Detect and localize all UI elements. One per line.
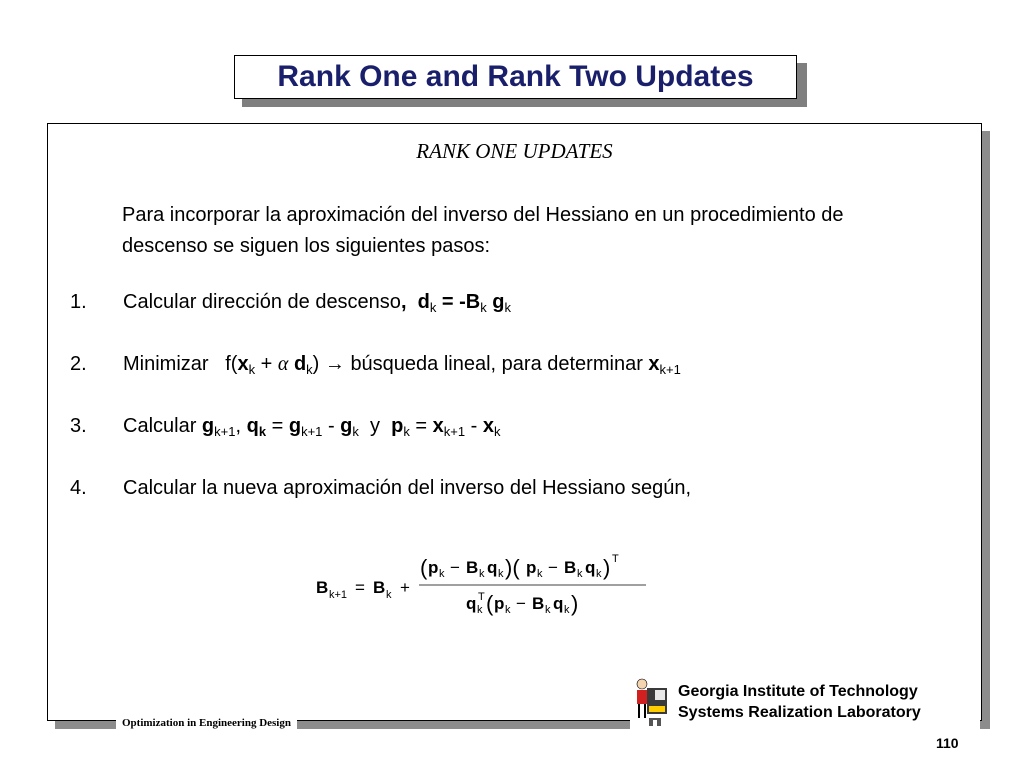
svg-text:k: k — [537, 568, 543, 580]
svg-text:(: ( — [420, 555, 428, 580]
svg-text:B: B — [564, 558, 577, 577]
step-2: 2. Minimizar $f(x_k + \alpha$ $d_k$) → búsqueda lineal, para determinar $x_{k+1}$ — [70, 353, 681, 377]
step-1: 1. Calcular dirección de descenso, $d_k = -B_k$ $g_k$ — [70, 291, 512, 315]
svg-text:−: − — [516, 594, 526, 613]
step-text: Minimizar — [123, 353, 209, 375]
svg-text:)(: )( — [505, 555, 520, 580]
rank-one-update-formula — [316, 551, 656, 621]
slide-title: Rank One and Rank Two Updates — [277, 60, 754, 93]
intro-paragraph: Para incorporar la aproximación del inverso del Hessiano en un procedimiento de descenso se siguen los siguientes pasos: — [122, 204, 844, 257]
svg-text:(: ( — [486, 591, 494, 616]
svg-text:q: q — [553, 594, 564, 613]
svg-text:k: k — [479, 568, 485, 580]
step-3: 3. Calcular $g_{k+1}$, $q_k = g_{k+1} - g_k$ y $p_k = x_{k+1} - x_k$ — [70, 415, 501, 439]
step-number: 1. — [70, 291, 87, 313]
svg-text:k: k — [498, 568, 504, 580]
svg-text:): ) — [603, 555, 611, 580]
svg-text:T: T — [612, 553, 619, 565]
svg-text:T: T — [478, 591, 485, 603]
institution-logo-block — [630, 672, 980, 730]
svg-text:−: − — [450, 558, 460, 577]
step-4 — [70, 477, 691, 500]
srl-logo-icon — [633, 674, 673, 728]
content-box — [47, 123, 982, 721]
step-text: Calcular la nueva aproximación del inverso del Hessiano según, — [123, 477, 692, 499]
arrow-right-icon: → — [324, 353, 345, 375]
svg-text:k: k — [577, 568, 583, 580]
svg-text:): ) — [571, 591, 579, 616]
course-footer: Optimization in Engineering Design — [116, 717, 297, 729]
svg-text:B: B — [316, 578, 329, 597]
step-number: 2. — [70, 353, 87, 375]
svg-text:q: q — [585, 558, 596, 577]
svg-text:p: p — [494, 594, 505, 613]
svg-text:B: B — [373, 578, 386, 597]
step-number: 3. — [70, 415, 87, 437]
step-text: Calcular — [123, 415, 197, 437]
svg-text:k: k — [596, 568, 602, 580]
svg-text:B: B — [466, 558, 479, 577]
page-number: 110 — [936, 735, 959, 751]
section-heading: RANK ONE UPDATES — [416, 139, 613, 163]
svg-text:k: k — [564, 604, 570, 616]
step-number: 4. — [70, 477, 87, 499]
step-text: Calcular dirección de descenso — [123, 291, 401, 313]
svg-text:k: k — [386, 589, 392, 601]
lab-name: Systems Realization Laboratory — [678, 704, 921, 721]
institution-name: Georgia Institute of Technology — [678, 683, 918, 700]
svg-text:−: − — [548, 558, 558, 577]
svg-text:B: B — [532, 594, 545, 613]
title-box — [234, 55, 797, 99]
svg-text:p: p — [526, 558, 537, 577]
svg-text:k: k — [505, 604, 511, 616]
svg-text:k+1: k+1 — [329, 589, 348, 601]
svg-text:q: q — [487, 558, 498, 577]
svg-text:q: q — [466, 594, 477, 613]
svg-text:k: k — [545, 604, 551, 616]
svg-text:=: = — [355, 578, 365, 597]
svg-text:p: p — [428, 558, 439, 577]
svg-text:k: k — [477, 604, 483, 616]
step-tail: búsqueda lineal, para determinar — [350, 353, 643, 375]
svg-text:k: k — [439, 568, 445, 580]
svg-text:+: + — [400, 578, 410, 597]
